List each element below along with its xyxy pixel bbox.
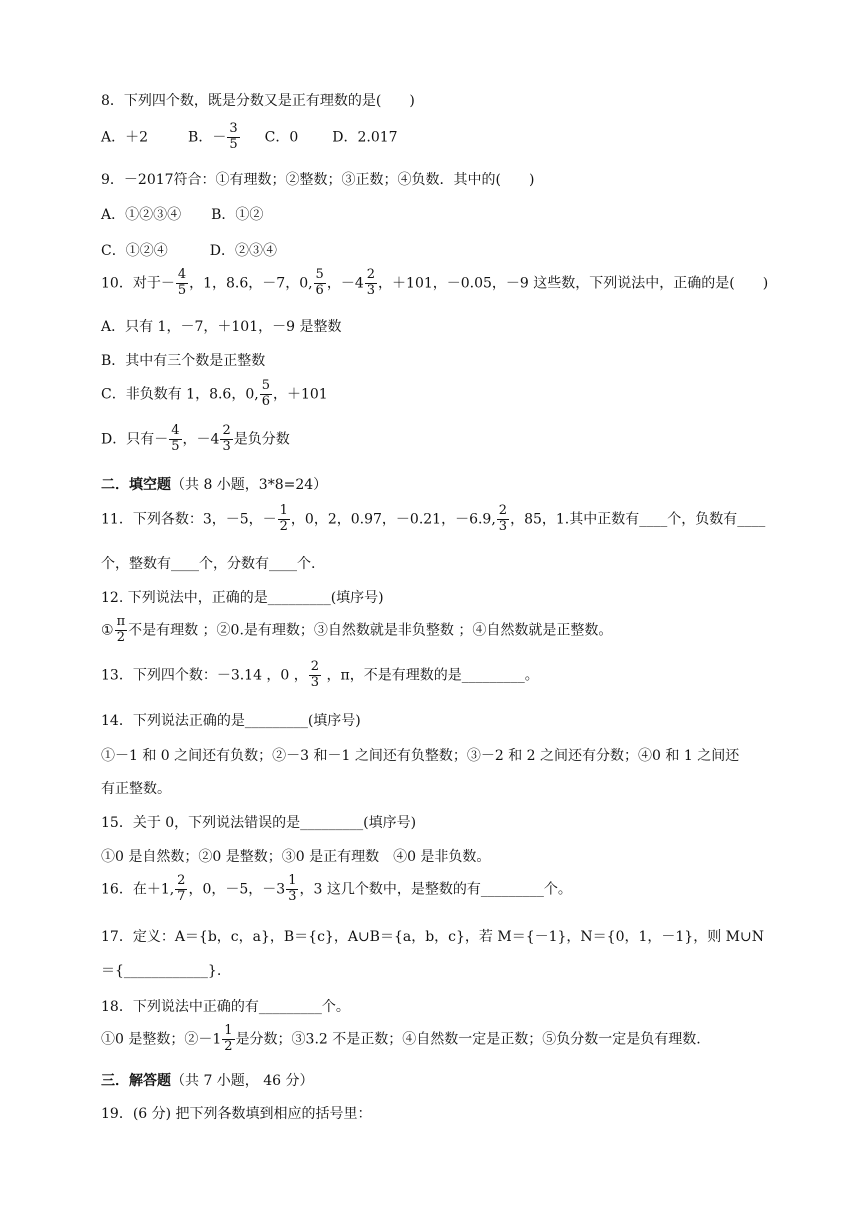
question-10-option-c: C．非负数有 1，8.6，0, $\frac{5}{6}$ ，＋101 bbox=[101, 378, 328, 409]
question-13: 13．下列四个数：－3.14 ，0 ， $\frac{2}{3}$ ，π，不是有理数的是_________。 bbox=[101, 659, 539, 690]
option-d: D．②③④ bbox=[209, 243, 277, 259]
question-17-line-2: ＝{____________}. bbox=[101, 963, 222, 979]
fraction: $\frac{1}{3}$ bbox=[288, 873, 297, 904]
question-12-stem: 12. 下列说法中，正确的是_________(填序号) bbox=[101, 590, 384, 606]
question-14-stem: 14．下列说法正确的是_________(填序号) bbox=[101, 713, 361, 729]
section-note: （共 8 小题，3*8=24） bbox=[171, 477, 328, 493]
question-10-option-b: B．其中有三个数是正整数 bbox=[101, 353, 266, 369]
section-title: 三．解答题 bbox=[101, 1073, 171, 1089]
question-9-options-row2 bbox=[101, 240, 277, 260]
question-10-option-a: A．只有 1，－7，＋101，－9 是整数 bbox=[101, 319, 342, 335]
option-d: D．2.017 bbox=[332, 129, 398, 146]
fraction: $\frac{1}{2}$ bbox=[279, 503, 288, 534]
option-c: C．0 bbox=[264, 129, 299, 146]
section-title: 二．填空题 bbox=[101, 477, 171, 493]
question-12-options: ① $\frac{\pi}{2}$ 不是有理数 ；②0.是有理数；③自然数就是非负整数 ；④自然数就是正整数。 bbox=[101, 614, 613, 645]
fraction: $\frac{2}{3}$ bbox=[310, 659, 320, 690]
question-14-line-2: 有正整数。 bbox=[101, 781, 171, 797]
question-14-line-1: ①－1 和 0 之间还有负数；②－3 和－1 之间还有负整数；③－2 和 2 之间还有分数；④0 和 1 之间还 bbox=[101, 748, 740, 764]
question-11-line-2: 个，整数有____个，分数有____个. bbox=[101, 556, 316, 572]
question-15-options: ①0 是自然数；②0 是整数；③0 是正有理数 ④0 是非负数。 bbox=[101, 849, 491, 865]
option-b-prefix: B．－ bbox=[188, 129, 227, 146]
fraction: $\frac{2}{7}$ bbox=[177, 873, 186, 904]
question-11-line-1: 11．下列各数：3，－5，－ $\frac{1}{2}$ ，0，2，0.97，－0.21，－6.9, $\frac{2}{3}$ ，85，1.其中正数有____个，负数有____ bbox=[101, 503, 766, 534]
section-note: （共 7 小题， 46 分） bbox=[171, 1073, 314, 1089]
option-a: A．①②③④ bbox=[101, 207, 182, 223]
question-16: 16．在＋1, $\frac{2}{7}$ ，0，－5，－3 $\frac{1}{3}$ ，3 这几个数中，是整数的有_________个。 bbox=[101, 873, 572, 904]
fraction: $\frac{4}{5}$ bbox=[177, 267, 187, 298]
section-2-heading bbox=[101, 474, 327, 494]
option-c: C．①②④ bbox=[101, 243, 168, 259]
question-8-options bbox=[101, 122, 398, 153]
option-b: B．①② bbox=[211, 207, 264, 223]
fraction: $\frac{2}{3}$ bbox=[498, 503, 508, 534]
section-3-heading bbox=[101, 1070, 314, 1090]
fraction: $\frac{5}{6}$ bbox=[315, 267, 324, 298]
question-17-line-1: 17．定义：A＝{b，c，a}，B＝{c}，A∪B＝{a，b，c}，若 M＝{－1}，N＝{0，1，－1}，则 M∪N bbox=[101, 929, 764, 945]
fraction: $\frac{2}{3}$ bbox=[222, 423, 231, 454]
question-9-options-row1 bbox=[101, 204, 263, 224]
question-8-stem: 8．下列四个数，既是分数又是正有理数的是( ) bbox=[101, 93, 415, 109]
question-18-options: ①0 是整数；②－1 $\frac{1}{2}$ 是分数；③3.2 不是正数；④自然数一定是正数；⑤负分数一定是负有理数. bbox=[101, 1023, 701, 1054]
question-10-stem: 10．对于－ $\frac{4}{5}$ ，1，8.6，－7，0, $\frac{5}{6}$ ，－4 $\frac{2}{3}$ ，＋101，－0.05，－9 这些数，下列说法中，正确的是( ) bbox=[101, 267, 769, 298]
fraction: $\frac{2}{3}$ bbox=[366, 267, 376, 298]
option-a: A．＋2 bbox=[101, 129, 149, 146]
fraction: $\frac{1}{2}$ bbox=[224, 1023, 233, 1054]
question-18-stem: 18．下列说法中正确的有_________个。 bbox=[101, 999, 350, 1015]
question-15-stem: 15．关于 0，下列说法错误的是_________(填序号) bbox=[101, 815, 417, 831]
fraction: $\frac{\pi}{2}$ bbox=[116, 614, 126, 645]
fraction: $\frac{3}{5}$ bbox=[229, 121, 238, 152]
fraction: $\frac{5}{6}$ bbox=[261, 378, 270, 409]
question-9-stem: 9．－2017符合：①有理数；②整数；③正数；④负数．其中的( ) bbox=[101, 172, 535, 188]
question-19-stem: 19．(6 分) 把下列各数填到相应的括号里： bbox=[101, 1106, 372, 1122]
fraction: $\frac{4}{5}$ bbox=[171, 423, 180, 454]
question-10-option-d: D．只有－ $\frac{4}{5}$ ，－4 $\frac{2}{3}$ 是负分数 bbox=[101, 423, 290, 454]
